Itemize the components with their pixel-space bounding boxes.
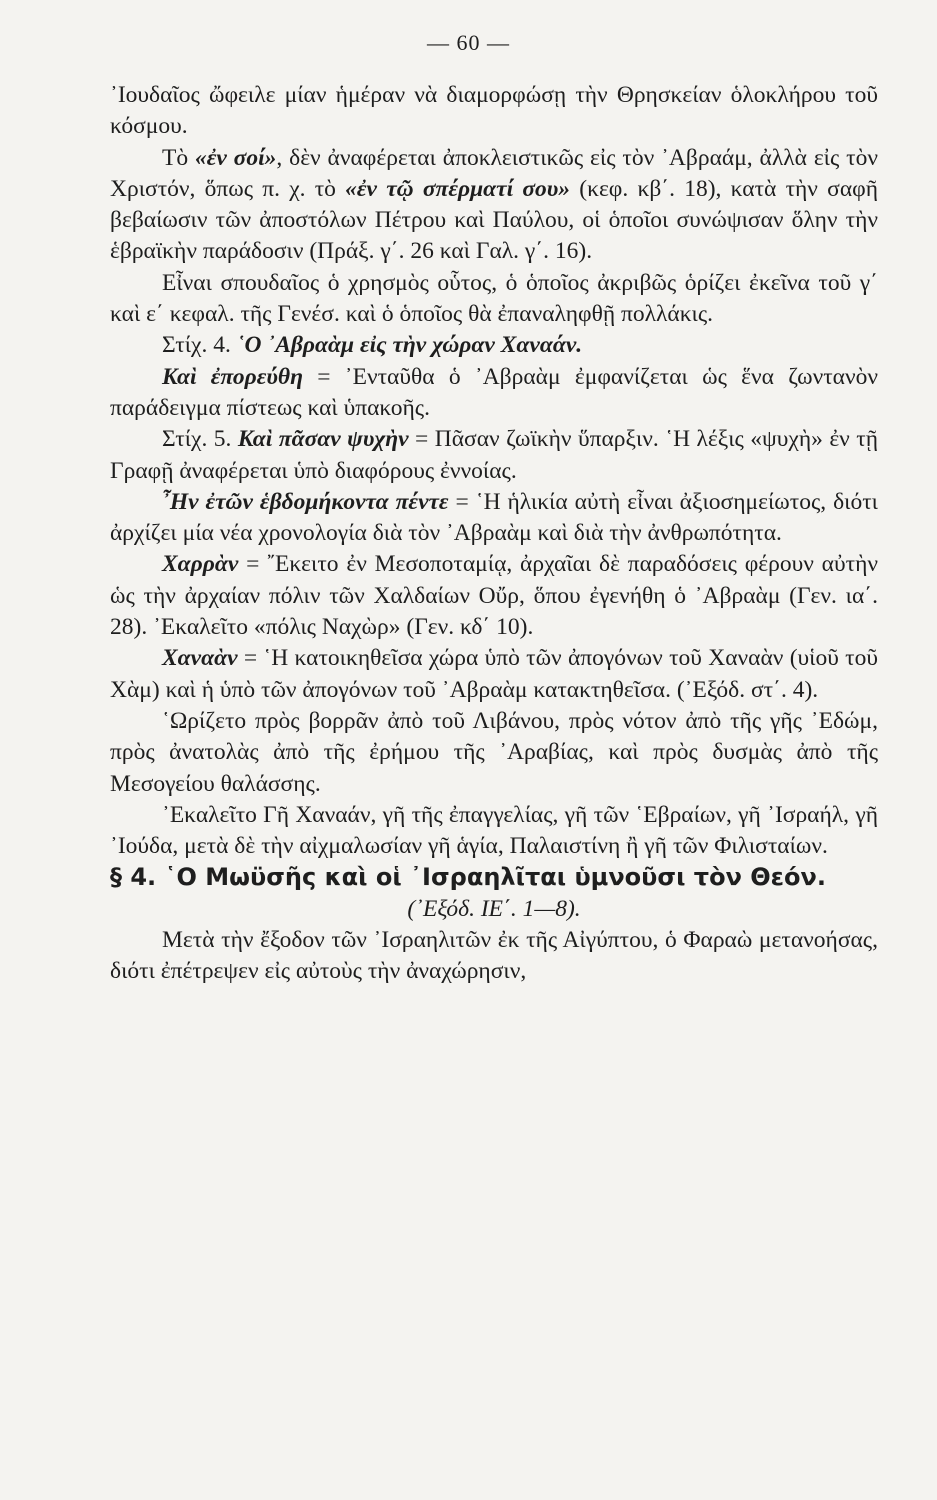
paragraph: Μετὰ τὴν ἔξοδον τῶν ᾿Ισραηλιτῶν ἐκ τῆς Αἰγύπτου, ὁ Φαραὼ μετανοήσας, διότι ἐπέτρεψεν εἰς αὐτοὺς τὴν ἀναχώρησιν, xyxy=(110,927,878,985)
text: = ῾Η ἡλικία αὐτὴ εἶναι ἀξιοσημείωτος, διότι ἀρχίζει μία νέα χρονολογία διὰ τὸν ᾿Αβραὰμ καὶ διὰ τὴν ἀνθρωπότητα. xyxy=(110,488,878,547)
paragraph xyxy=(110,362,878,425)
text: = ᾿Ενταῦθα ὁ ᾿Αβραὰμ ἐμφανίζεται ὡς ἕνα ζωντανὸν παράδειγμα πίστεως καὶ ὑπακοῆς. xyxy=(110,363,878,421)
paragraph: ῾Ωρίζετο πρὸς βορρᾶν ἀπὸ τοῦ Λιβάνου, πρὸς νότον ἀπὸ τῆς γῆς ᾿Εδώμ, πρὸς ἀνατολὰς ἀπὸ τῆς ἐρήμου τῆς ᾿Αραβίας, καὶ πρὸς δυσμὰς ἀπὸ τῆς Μεσογείου θαλάσσης. xyxy=(110,707,878,797)
paragraph xyxy=(110,643,878,706)
lemma: ῏Ην ἐτῶν ἑβδομήκοντα πέντε xyxy=(162,488,449,515)
verse-heading xyxy=(110,330,878,361)
quoted-term: «ἐν σοί» xyxy=(194,144,277,171)
paragraph xyxy=(110,487,878,550)
text: = Πᾶσαν ζωϊκὴν ὕπαρξιν. ῾Η λέξις «ψυχὴ» ἐν τῇ Γραφῇ ἀναφέρεται ὑπὸ διαφόρους ἐννοίας. xyxy=(110,426,878,484)
text: = ῎Εκειτο ἐν Μεσοποταμίᾳ, ἀρχαῖαι δὲ παραδόσεις φέρουν αὐτὴν ὡς τὴν ἀρχαίαν πόλιν τῶν Χαλδαίων Οὔρ, ὅπου ἐγενήθη ὁ ᾿Αβραὰμ (Γεν. ια΄. 28). ᾿Εκαλεῖτο «πόλις Ναχὼρ» (Γεν. κδ΄ 10). xyxy=(110,551,878,641)
lemma: Καὶ πᾶσαν ψυχὴν xyxy=(237,426,409,453)
lemma: Χαρρὰν xyxy=(162,551,239,578)
text: Τὸ xyxy=(162,144,195,171)
paragraph xyxy=(110,424,878,487)
page-number: — 60 — xyxy=(427,30,510,55)
verse-title: ῾Ο ᾿Αβραὰμ εἰς τὴν χώραν Χαναάν. xyxy=(236,332,583,359)
text: , δὲν ἀναφέρεται ἀποκλειστικῶς εἰς τὸν ᾿Αβραάμ, ἀλλὰ εἰς τὸν Χριστόν, ὅπως π. χ. τὸ xyxy=(110,144,878,202)
text: (κεφ. κβ΄. 18), κατὰ τὴν σαφῆ βεβαίωσιν τῶν ἀποστόλων Πέτρου καὶ Παύλου, οἱ ὁποῖοι συνώψισαν ὅλην τὴν ἑβραϊκὴν παράδοσιν (Πράξ. γ΄. 26 καὶ Γαλ. γ΄. 16). xyxy=(110,175,878,265)
section-reference: (᾿Εξόδ. ΙΕ΄. 1—8). xyxy=(407,895,581,922)
paragraph: ᾿Εκαλεῖτο Γῆ Χαναάν, γῆ τῆς ἐπαγγελίας, γῆ τῶν ῾Εβραίων, γῆ ᾿Ισραήλ, γῆ ᾿Ιούδα, μετὰ δὲ τὴν αἰχμαλωσίαν γῆ ἁγία, Παλαιστίνη ἢ γῆ τῶν Φιλισταίων. xyxy=(110,801,878,860)
verse-label: Στίχ. 5. xyxy=(162,426,238,453)
paragraph: Εἶναι σπουδαῖος ὁ χρησμὸς οὗτος, ὁ ὁποῖος ἀκριβῶς ὁρίζει ἐκεῖνα τοῦ γ΄ καὶ ε΄ κεφαλ. τῆς Γενέσ. καὶ ὁ ὁποῖος θὰ ἐπαναληφθῇ πολλάκις. xyxy=(110,269,878,328)
lemma: Καὶ ἐπορεύθη xyxy=(162,363,303,390)
paragraph: ᾿Ιουδαῖος ὤφειλε μίαν ἡμέραν νὰ διαμορφώσῃ τὴν Θρησκείαν ὁλοκλήρου τοῦ κόσμου. xyxy=(110,82,878,140)
paragraph xyxy=(110,549,878,643)
text: = ῾Η κατοικηθεῖσα χώρα ὑπὸ τῶν ἀπογόνων τοῦ Χαναὰν (υἱοῦ τοῦ Χὰμ) καὶ ἡ ὑπὸ τῶν ἀπογόνων τοῦ ᾿Αβραὰμ κατακτηθεῖσα. (᾿Εξόδ. στ΄. 4). xyxy=(110,645,878,703)
paragraph xyxy=(110,143,878,268)
section-heading: § 4. ῾Ο Μωϋσῆς καὶ οἱ ᾿Ισραηλῖται ὑμνοῦσι τὸν Θεόν. xyxy=(110,863,826,892)
quoted-term: «ἐν τῷ σπέρματί σου» xyxy=(345,175,571,202)
lemma: Χαναὰν xyxy=(162,645,238,672)
page-body xyxy=(110,80,878,988)
verse-label: Στίχ. 4. xyxy=(162,332,237,359)
